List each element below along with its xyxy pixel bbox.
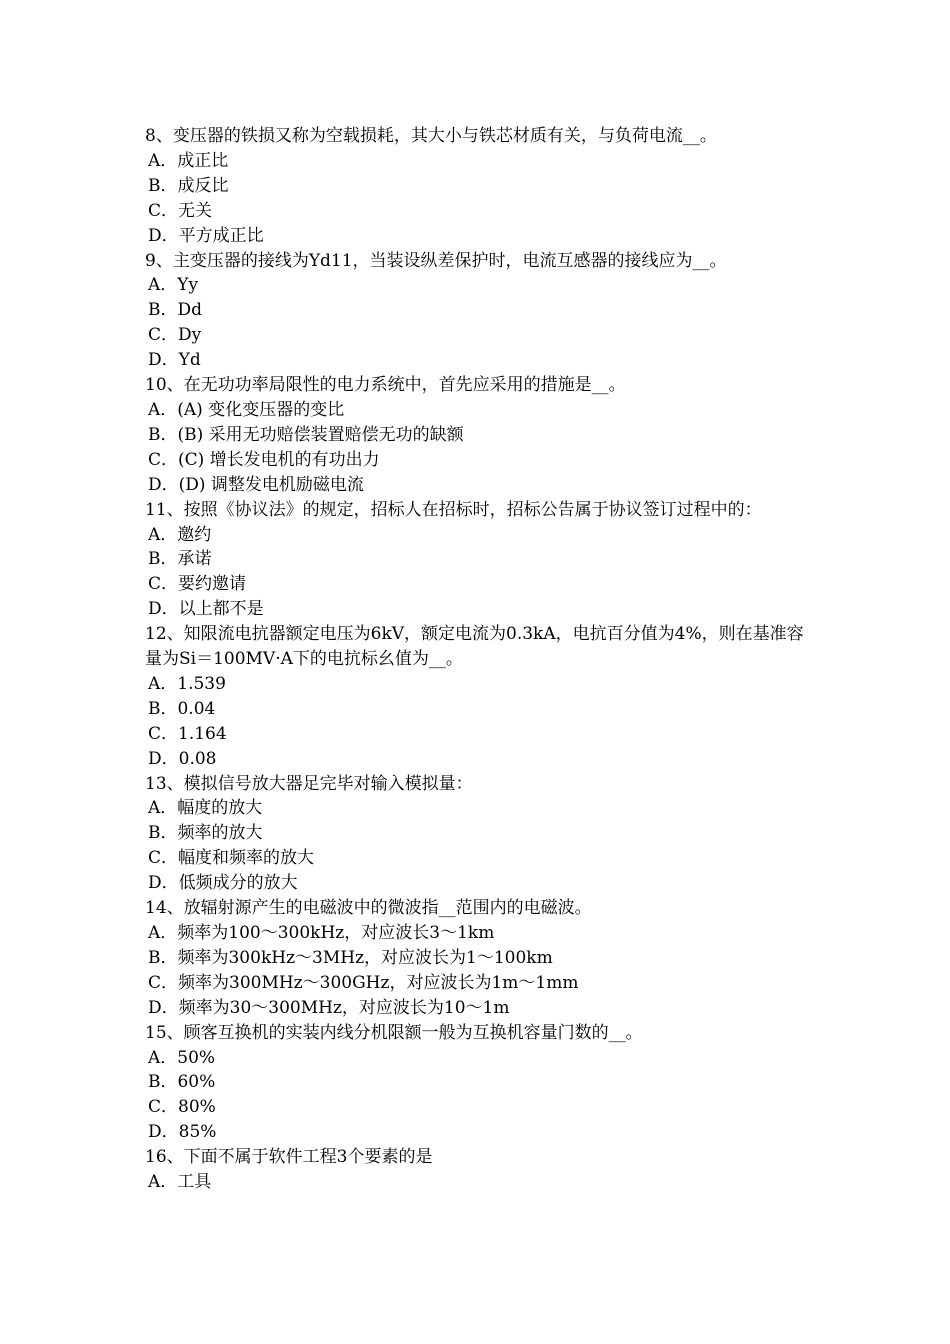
answer-option: C．(C) 增长发电机的有功出力 <box>148 449 380 470</box>
question-4 <box>145 622 810 771</box>
question-text: 9、主变压器的接线为Yd11，当装设纵差保护时，电流互感器的接线应为__。 <box>145 250 727 271</box>
answer-option: D．频率为30～300MHz，对应波长为10～1m <box>148 997 510 1018</box>
answer-option: A．工具 <box>148 1172 212 1193</box>
question-8 <box>145 1145 810 1195</box>
answer-option: B．频率的放大 <box>148 823 263 844</box>
answer-option: B．(B) 采用无功赔偿装置赔偿无功的缺额 <box>148 424 464 445</box>
question-text: 12、知限流电抗器额定电压为6kV，额定电流为0.3kA，电抗百分值为4%，则在基准容量为Si＝100MV·A下的电抗标幺值为__。 <box>145 624 804 670</box>
answer-option: A．Yy <box>148 275 199 296</box>
question-text: 14、放辐射源产生的电磁波中的微波指__范围内的电磁波。 <box>145 898 592 919</box>
answer-option: D．(D) 调整发电机励磁电流 <box>148 474 364 495</box>
answer-option: A．邀约 <box>148 524 212 545</box>
question-text: 13、模拟信号放大器足完毕对输入模拟量： <box>145 773 473 794</box>
answer-option: C．要约邀请 <box>148 574 247 595</box>
answer-option: A．(A) 变化变压器的变比 <box>148 399 345 420</box>
answer-option: A．50% <box>148 1047 216 1068</box>
question-1 <box>145 249 810 374</box>
answer-option: C．80% <box>148 1097 216 1118</box>
answer-option: C．Dy <box>148 325 202 346</box>
answer-option: B．频率为300kHz～3MHz，对应波长为1～100km <box>148 947 553 968</box>
question-text: 15、顾客互换机的实装内线分机限额一般为互换机容量门数的__。 <box>145 1022 643 1043</box>
answer-option: C．1.164 <box>148 723 227 744</box>
answer-option: D．平方成正比 <box>148 225 264 246</box>
answer-option: B．0.04 <box>148 698 216 719</box>
answer-option: D．低频成分的放大 <box>148 873 298 894</box>
question-text: 16、下面不属于软件工程3个要素的是 <box>145 1147 433 1168</box>
question-6 <box>145 896 810 1021</box>
question-3 <box>145 498 810 623</box>
question-text: 11、按照《协议法》的规定，招标人在招标时，招标公告属于协议签订过程中的： <box>145 499 762 520</box>
question-0 <box>145 124 810 249</box>
answer-option: C．幅度和频率的放大 <box>148 848 315 869</box>
answer-option: C．频率为300MHz～300GHz，对应波长为1m～1mm <box>148 972 579 993</box>
answer-option: C．无关 <box>148 200 213 221</box>
answer-option: D．0.08 <box>148 748 217 769</box>
question-text: 8、变压器的铁损又称为空载损耗，其大小与铁芯材质有关，与负荷电流__。 <box>145 126 717 146</box>
answer-option: D．85% <box>148 1122 217 1143</box>
answer-option: A．1.539 <box>148 673 226 694</box>
answer-option: D．Yd <box>148 350 201 371</box>
question-5 <box>145 772 810 897</box>
question-text: 10、在无功功率局限性的电力系统中，首先应采用的措施是__。 <box>145 375 626 396</box>
answer-option: B．Dd <box>148 300 203 321</box>
answer-option: A．频率为100～300kHz，对应波长3～1km <box>148 923 495 943</box>
answer-option: A．成正比 <box>148 150 229 171</box>
answer-option: D．以上都不是 <box>148 599 264 620</box>
answer-option: B．成反比 <box>148 175 229 196</box>
answer-option: B．承诺 <box>148 549 212 570</box>
answer-option: A．幅度的放大 <box>148 798 263 819</box>
question-2 <box>145 373 810 498</box>
question-7 <box>145 1021 810 1146</box>
question-list <box>145 124 810 1195</box>
answer-option: B．60% <box>148 1072 216 1093</box>
